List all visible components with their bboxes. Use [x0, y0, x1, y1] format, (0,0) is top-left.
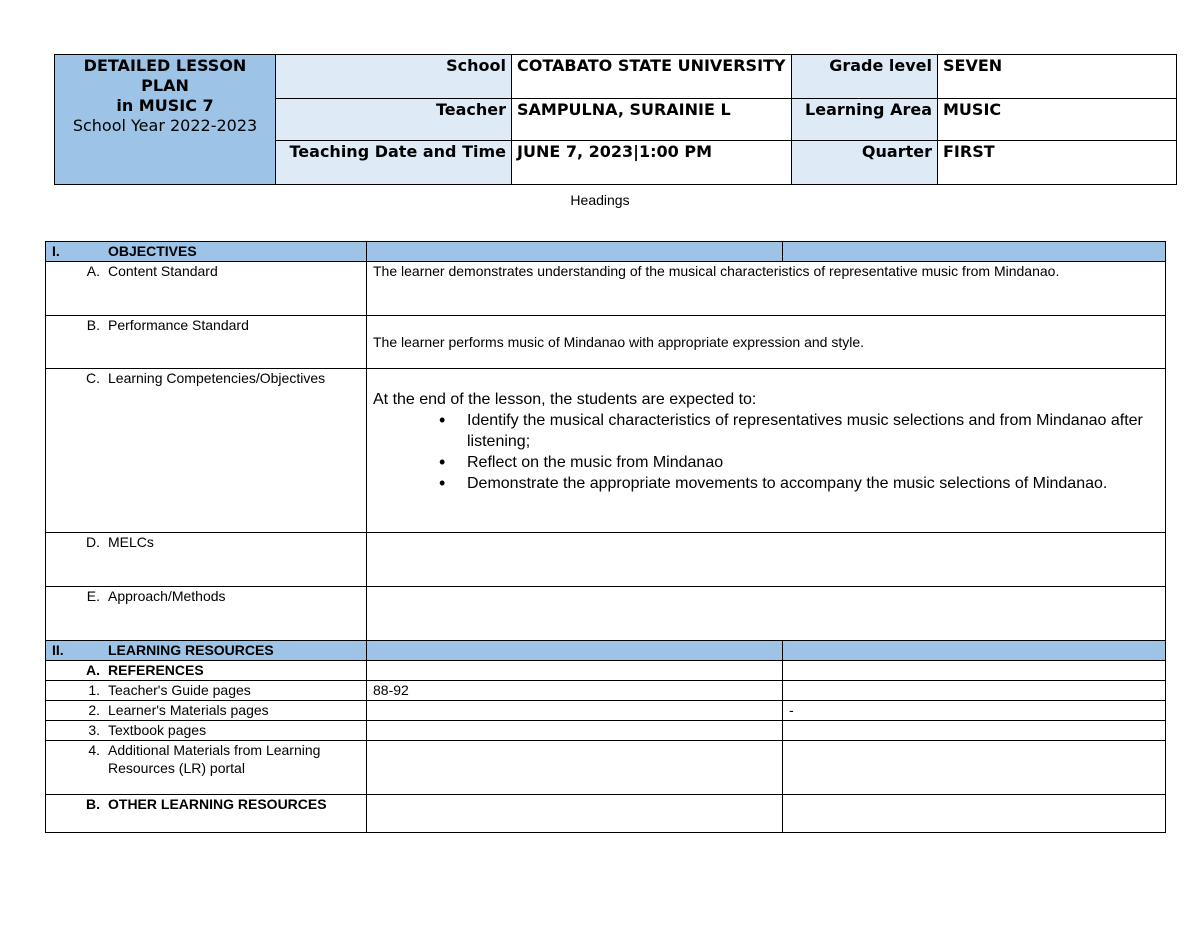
title-line-1: DETAILED LESSON PLAN [83, 56, 247, 95]
title-line-2: in MUSIC 7 [116, 96, 214, 115]
resource-row [46, 701, 1166, 721]
headings-caption: Headings [570, 192, 630, 208]
resource-row [46, 721, 1166, 741]
approach-number: E. [86, 588, 100, 604]
resources-title: LEARNING RESOURCES [108, 642, 274, 658]
lesson-header-table [54, 54, 1177, 185]
resource-label: Textbook pages [108, 722, 207, 738]
melcs-number: D. [86, 534, 100, 550]
melcs-value [367, 533, 1166, 587]
resource-number: 1. [88, 682, 100, 698]
lesson-plan-title [55, 55, 276, 185]
teaching-date-label: Teaching Date and Time [276, 141, 512, 185]
grade-label: Grade level [792, 55, 938, 99]
resource-value-2 [783, 741, 1166, 795]
melcs-label: MELCs [108, 534, 154, 550]
grade-value: SEVEN [938, 55, 1177, 99]
references-number: A. [86, 662, 100, 678]
resource-value-2: - [783, 701, 1166, 721]
competencies-row [46, 369, 1166, 533]
resource-value-2 [783, 681, 1166, 701]
resource-label: Teacher's Guide pages [108, 682, 251, 698]
approach-label: Approach/Methods [108, 588, 226, 604]
teacher-value: SAMPULNA, SURAINIE L [512, 99, 792, 141]
quarter-value: FIRST [938, 141, 1177, 185]
resource-row [46, 681, 1166, 701]
references-label: REFERENCES [108, 662, 204, 678]
competency-item: • Identify the musical characteristics of representatives music selections and from Mindanao after listening; [467, 410, 1159, 452]
resource-value-2 [783, 721, 1166, 741]
resource-label: Learner's Materials pages [108, 702, 269, 718]
content-standard-label: Content Standard [108, 263, 218, 279]
competencies-number: C. [86, 370, 100, 386]
other-resources-label: OTHER LEARNING RESOURCES [108, 796, 327, 812]
references-row [46, 661, 1166, 681]
resources-number: II. [52, 642, 64, 658]
resources-heading [46, 641, 367, 661]
resource-number: 4. [88, 742, 100, 758]
competency-item: • Reflect on the music from Mindanao [467, 452, 1159, 473]
objectives-heading [46, 242, 367, 262]
objectives-section-row [46, 242, 1166, 262]
resource-value [367, 721, 783, 741]
resource-value [367, 741, 783, 795]
competency-item: • Demonstrate the appropriate movements to accompany the music selections of Mindanao. [467, 473, 1159, 494]
content-standard-value: The learner demonstrates understanding of the musical characteristics of representative music from Mindanao. [367, 262, 1166, 316]
other-resources-row [46, 795, 1166, 833]
resource-value: 88-92 [367, 681, 783, 701]
performance-standard-number: B. [86, 317, 100, 333]
resource-number: 2. [88, 702, 100, 718]
content-standard-row [46, 262, 1166, 316]
title-line-3: School Year 2022-2023 [72, 116, 258, 135]
teacher-label: Teacher [276, 99, 512, 141]
resources-section-row [46, 641, 1166, 661]
competencies-label: Learning Competencies/Objectives [108, 370, 326, 386]
other-resources-number: B. [86, 796, 100, 812]
performance-standard-label: Performance Standard [108, 317, 249, 333]
content-standard-number: A. [86, 263, 100, 279]
resource-number: 3. [88, 722, 100, 738]
quarter-label: Quarter [792, 141, 938, 185]
resource-row [46, 741, 1166, 795]
competencies-list [373, 410, 1159, 494]
school-label: School [276, 55, 512, 99]
competencies-content [367, 369, 1166, 533]
performance-standard-row [46, 316, 1166, 369]
teaching-date-value: JUNE 7, 2023|1:00 PM [512, 141, 792, 185]
approach-row [46, 587, 1166, 641]
school-value: COTABATO STATE UNIVERSITY [512, 55, 792, 99]
objectives-title: OBJECTIVES [108, 243, 197, 259]
objectives-number: I. [52, 243, 60, 259]
resource-value [367, 701, 783, 721]
learning-area-label: Learning Area [792, 99, 938, 141]
approach-value [367, 587, 1166, 641]
learning-area-value: MUSIC [938, 99, 1177, 141]
performance-standard-value: The learner performs music of Mindanao with appropriate expression and style. [367, 316, 1166, 369]
lesson-content-table [45, 241, 1166, 833]
competencies-intro: At the end of the lesson, the students are expected to: [373, 391, 757, 408]
resource-label: Additional Materials from Learning Resources (LR) portal [108, 742, 321, 776]
melcs-row [46, 533, 1166, 587]
